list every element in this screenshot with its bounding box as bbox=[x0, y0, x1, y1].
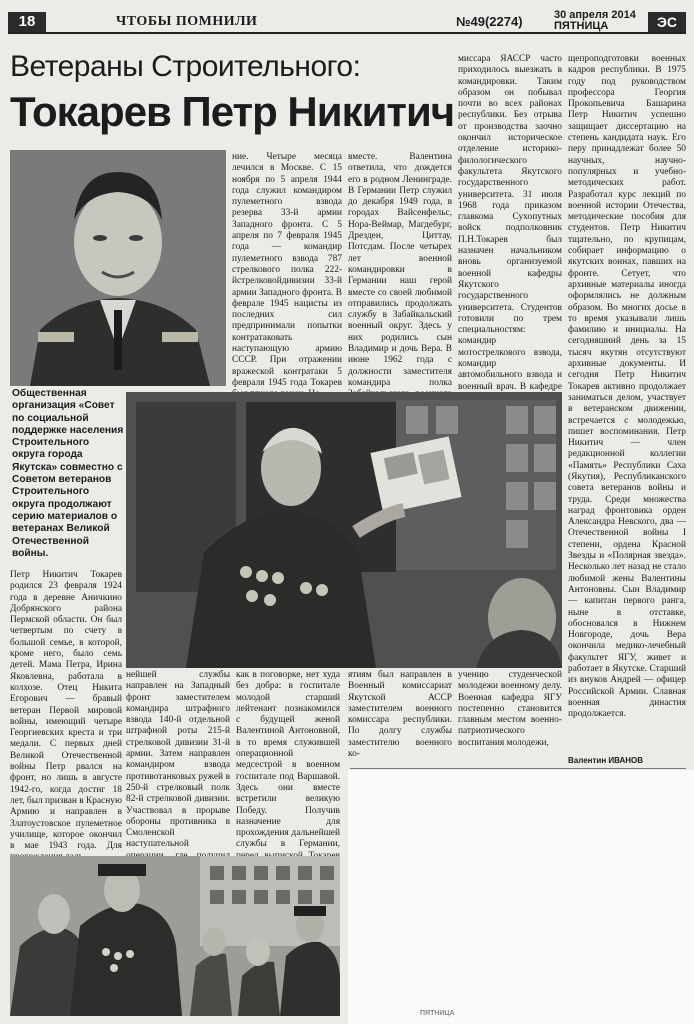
text-column-6: щепроподготовки военных кадров республики. В 1975 году под руководством профессора Георгия Прокопьевича Башарина Петр Никитич успешно защищает диссертацию на степень кандидата наук. Его перу принадлежат более 50 научных, научно-популярных и учебно-методических работ. Разработал курс лекций по военной истории Отечества, методические пособия для студентов. Петр Никитич тщательно, по крупицам, собирает информацию о якутских воинах, павших на фронте. Сетует, что архивные материалы иногда оформлялись не должным образом. Во многих досье в то время указывали лишь фамилию и инициалы. На сегодняшний день за 15 тысяч якутян отсутствуют архивные документы. И сегодня Петр Никитич Токарев активно продолжает заниматься делом, участвует в ветеранском движении, встречается с молодежью, пишет воспоминания. Петр Никитич — член редакционной коллегии «Память» Республики Саха (Якутия), Республиканского совета ветеранов войны и труда. Среди множества наград фронтовика орден Александра Невского, два — Отечественной войны I степени, ордена Красной Звезды и «Полярная звезда». Несколько лет назад не стало любимой жены Валентины Антоновны. Сын Владимир — капитан первого ранга, ныне в отставке, обосновался в Нижнем Новгороде, дочь Вера окончила медико-лечебный факультет ЯГУ, живет и работает в Якутске. Старший из внуков Андрей — офицер Российской Армии. Славная военная династия продолжается. bbox=[568, 54, 686, 720]
ceremony-illustration bbox=[10, 856, 340, 1016]
text-column-4: вместе. Валентина ответила, что дождется его в родном Ленинграде. В Германии Петр служил до декабря 1949 года, в городах Вайсенфельс, Нора-Веймар, Магдебург, Дрезден, Циттау, Потсдам. После четырех лет военной командировки в Германии наш герой вместе со своей любимой отправились продолжать службу в Забайкальский военный округ. Здесь у них родились сын Владимир и дочь Вера. В июне 1962 года с должности заместителя командира полка bbox=[348, 152, 452, 388]
issue-number: №49(2274) bbox=[456, 14, 523, 29]
headline-kicker: Ветераны Строительного: bbox=[10, 50, 361, 83]
section-title: ЧТОБЫ ПОМНИЛИ bbox=[116, 14, 258, 29]
newspaper-logo: ЭС bbox=[648, 12, 686, 32]
issue-date bbox=[554, 10, 636, 32]
bottom-column-5: учению студенческой молодежи военному делу. Военная кафедра ЯГУ постепенно становится главным местом военно-патриотического воспитания молодежи, bbox=[458, 670, 562, 748]
bottom-column-3: как в поговорке, нет худа без добра: в госпитале молодой старший лейтенант познакомился с будущей женой Валентиной Антоновной, в то время служившей операционной медсестрой в военном госпитале под Варшавой. Здесь они вместе встретили великую Победу. Получив назначение для прохождения дальнейшей службы в Германии, bbox=[236, 670, 340, 850]
page-header bbox=[8, 9, 686, 34]
divider-rule bbox=[350, 768, 686, 769]
headline: Токарев Петр Никитич bbox=[10, 88, 455, 135]
date-text: 30 апреля 2014 bbox=[554, 9, 636, 21]
portrait-illustration bbox=[10, 150, 226, 386]
weekday-text: ПЯТНИЦА bbox=[554, 20, 609, 32]
author-byline: Валентин ИВАНОВ bbox=[568, 756, 644, 765]
footer-weekday: ПЯТНИЦА bbox=[420, 1010, 455, 1017]
portrait-photo bbox=[10, 150, 226, 386]
text-column-5: миссара ЯАССР часто приходилось выезжать в командировки. Таким образом он побывал почти во всех районах республики. Без отрыва от производства заочно окончил историческое отделение историко-филологического факультета Якутского государственного университета. 31 июля 1968 года приказом главкома Сухопутных войск подполковник П.Н.Токарев был назначен начальником вновь организуемой военной кафедры Якутского государственного университета. Студентов готовили по трем специальностям: командир мотострелкового взвода, командир автомобильного взвода и военный врач. В кафедре bbox=[458, 54, 562, 392]
page-number: 18 bbox=[8, 12, 46, 32]
ceremony-photo bbox=[10, 856, 340, 1016]
bottom-column-1: Петр Никитич Токарев родился 23 февраля 1924 года в деревне Аничкино Добрянского района Пермской области. Он был четвертым по счету в большой семье, в которой, кроме него, было семь детей. Мама Петра, Ирина Яковлевна, работала в колхозе. Отец Никита Егорович — бравый ветеран Первой мировой войны, имеющий четыре Георгиевских креста и три медали. С первых дней Великой Отечественной войны Петр рвался на фронт, но лишь в августе 1942-го, когда достиг 18 лет, был призван в Красную Армию и направлен в Златоустовское пулеметное училище, которое окончил в мае 1943 года. Для bbox=[10, 570, 122, 852]
bottom-column-4: ятиям был направлен в Военный комиссариат Якутской АССР заместителем военного комиссара республики. По долгу службы заместителю военного ко- bbox=[348, 670, 452, 760]
museum-photo bbox=[126, 392, 562, 668]
museum-illustration bbox=[126, 392, 562, 668]
intro-paragraph: Общественная организация «Совет по социальной поддержке населения Строительного округа города Якутска» совместно с Советом ветеранов Строительного округа продолжают серию материалов о ветеранах Великой Отечественной войны. bbox=[12, 388, 124, 559]
bottom-column-2: нейшей службы направлен на Западный фронт заместителем командира штрафного взвода 140-й отдельной штрафной роты 215-й стрелковой дивизии 31-й армии. Затем направлен командиром взвода противотанковых ружей в 250-й стрелковый полк 82-й стрелковой дивизии. Участвовал в прорыве обороны противника в Смоленской наступательной bbox=[126, 670, 230, 850]
blank-area bbox=[348, 770, 694, 1024]
text-column-3: ние. Четыре месяца лечился в Москве. С 15 ноября по 5 апреля 1944 года служил командиром пулеметного взвода резерва 33-й армии Западного фронта. С 5 апреля по 7 февраля 1945 года — командир пулеметного взвода 787 стрелкового полка 222-йстрелковойдивизии 33-й армии Западного фронта. В феврале 1945 нацисты из последних сил предпринимали попытки контратаковать наступающую армию СССР. При отражении вражеской контратаки 5 февраля 1945 года Токарев bbox=[232, 152, 342, 388]
